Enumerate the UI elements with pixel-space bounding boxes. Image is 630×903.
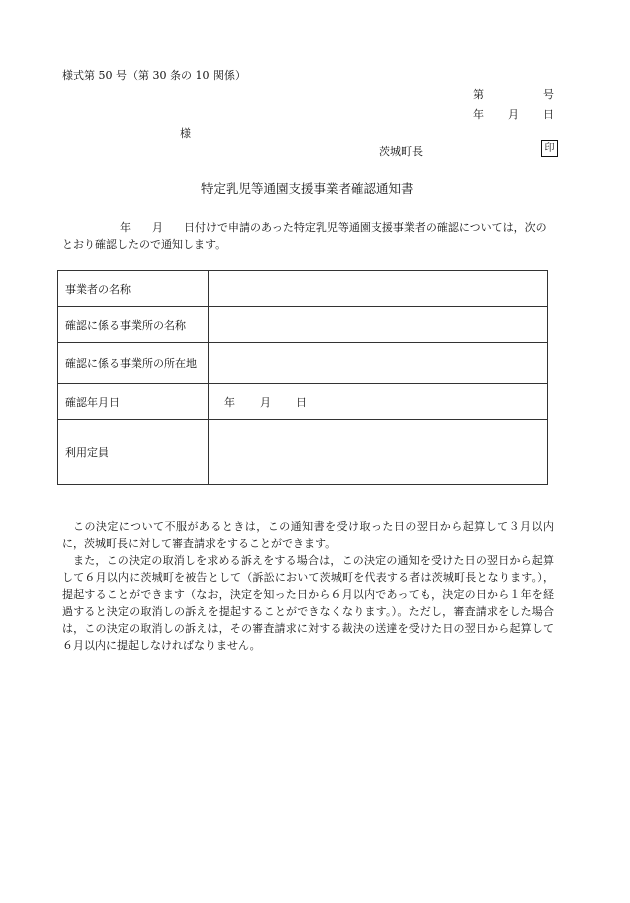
lawsuit-notice: また，この決定の取消しを求める訴えをする場合は，この決定の通知を受けた日の翌日から起算して６月以内に茨城町を被告として（訴訟において茨城町を代表する者は茨城町長となります。），提起することができます（なお，決定を知った日から６月以内であっても，決定の日から１年を経過すると決定の取消しの訴えを提起することができなくなります。）。ただし，審査請求をした場合は，この決定の取消しの訴えは，その審査請求に対する裁決の送達を受けた日の翌日から起算して６月以内に提起しなければなりません。 bbox=[62, 554, 554, 652]
date-day-label: 日 bbox=[543, 108, 554, 121]
form-number: 様式第 50 号（第 30 条の 10 関係） bbox=[62, 69, 246, 82]
confirmation-day-label: 日 bbox=[296, 395, 307, 409]
confirmation-table bbox=[57, 270, 548, 485]
seal-mark: 印 bbox=[541, 140, 558, 157]
table-row bbox=[58, 271, 548, 307]
table-row bbox=[58, 307, 548, 343]
row-value-facility-address bbox=[209, 343, 548, 384]
row-value-facility-name bbox=[209, 307, 548, 343]
addressee-suffix: 様 bbox=[180, 127, 191, 140]
row-value-confirmation-date bbox=[209, 384, 548, 420]
date-year-label: 年 bbox=[473, 108, 484, 121]
intro-month-label: 月 bbox=[152, 221, 163, 234]
issuer-name: 茨城町長 bbox=[379, 145, 423, 158]
intro-paragraph bbox=[62, 219, 554, 253]
document-number-prefix: 第 bbox=[473, 88, 484, 101]
table-row bbox=[58, 384, 548, 420]
confirmation-year-label: 年 bbox=[224, 395, 235, 409]
confirmation-month-label: 月 bbox=[260, 395, 271, 409]
table-row bbox=[58, 343, 548, 384]
date-month-label: 月 bbox=[508, 108, 519, 121]
row-value-business-name bbox=[209, 271, 548, 307]
document-number-suffix: 号 bbox=[543, 88, 554, 101]
intro-text: 日付けで申請のあった特定乳児等通園支援事業者の確認については，次のとおり確認したので通知します。 bbox=[62, 221, 547, 251]
row-label-facility-address: 確認に係る事業所の所在地 bbox=[58, 343, 209, 384]
row-label-capacity: 利用定員 bbox=[58, 420, 209, 485]
row-label-confirmation-date: 確認年月日 bbox=[58, 384, 209, 420]
intro-year-label: 年 bbox=[120, 221, 131, 234]
row-label-business-name: 事業者の名称 bbox=[58, 271, 209, 307]
row-label-facility-name: 確認に係る事業所の名称 bbox=[58, 307, 209, 343]
row-value-capacity bbox=[209, 420, 548, 485]
document-title: 特定乳児等通園支援事業者確認通知書 bbox=[201, 181, 414, 196]
table-row bbox=[58, 420, 548, 485]
appeal-notice: この決定について不服があるときは，この通知書を受け取った日の翌日から起算して３月以内に，茨城町長に対して審査請求をすることができます。 bbox=[62, 520, 554, 550]
notes-section bbox=[62, 518, 554, 654]
